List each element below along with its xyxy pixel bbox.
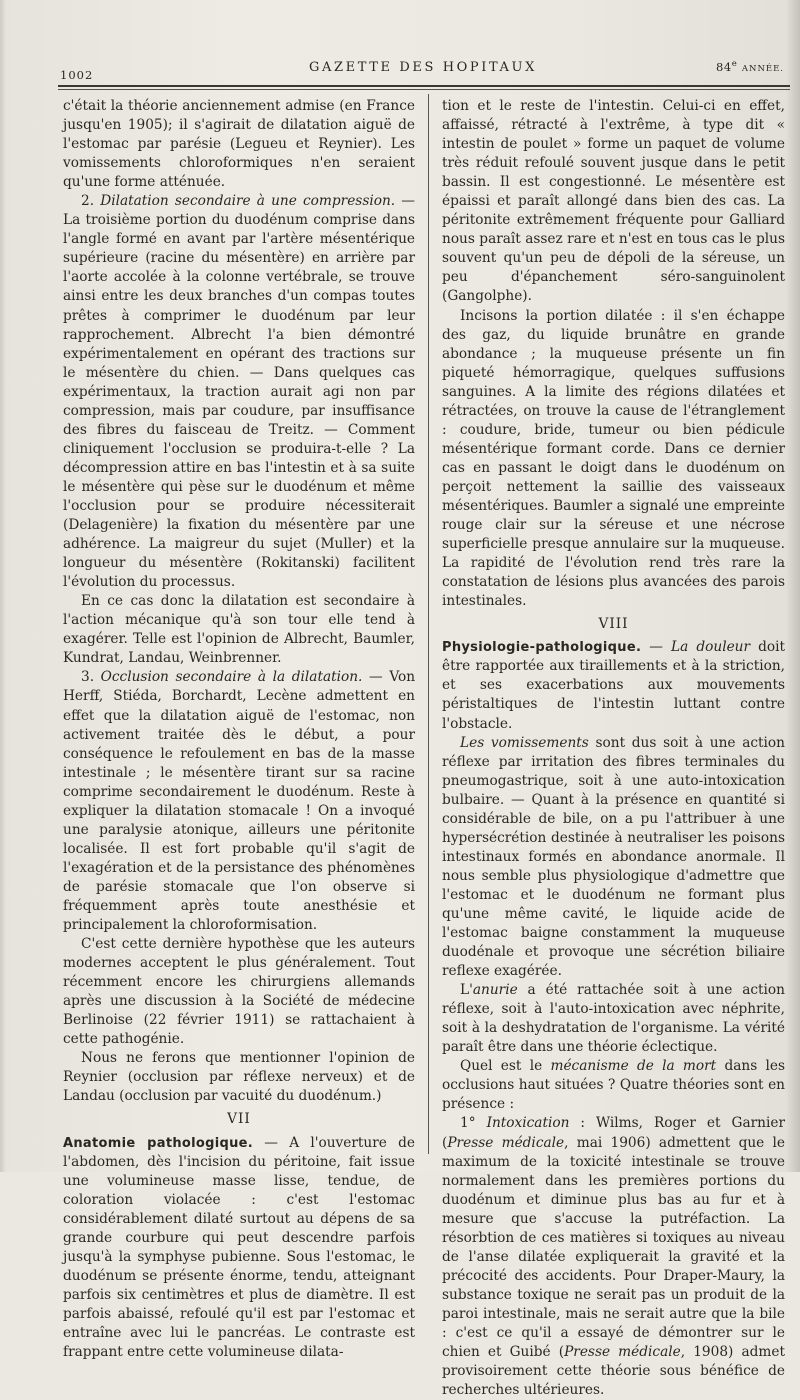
item-number: 1° <box>460 1115 476 1132</box>
paragraph <box>63 1134 415 1363</box>
paragraph-text: — A l'ouverture de l'abdomen, dès l'incision du péritoine, fait issue une volumineuse masse lisse, tendue, de coloration violacée : c'est l'estomac considérablement dilaté surtout au dépens de sa grande courbure qui peut descendre parfois jusqu'à la symphyse pubienne. Sous l'estomac, le duodénum se présente énorme, tendu, atteignant parfois six centimètres et plus de diamètre. Il est parfois abaissé, refoulé qu'il est par l'estomac et entraîne avec lui le pancréas. Le contraste est frappant entre cette volumineuse dilata- <box>63 1134 415 1361</box>
paragraph-text: L' <box>460 982 473 999</box>
italic-term: anurie <box>472 982 518 999</box>
paragraph-text: , mai 1906) admettent que le maximum de la toxicité intestinale se trouve normalement dans les premières portions du duodénum et diminue plus bas au fur et à mesure que s'accuse la putréfaction. La résorbtion de ces matières si toxiques au niveau de l'anse dilatée expliquerait la gravité et la précocité des accidents. Pour Draper-Maury, la substance toxique ne serait pas un produit de la paroi intestinale, mais ne serait autre que la bile : c'est ce qu'il a essayé de démontrer sur le chien et Guibé ( <box>442 1134 785 1361</box>
section-heading: VII <box>227 1111 251 1128</box>
year-superscript: e <box>731 59 738 69</box>
right-column <box>442 97 785 1400</box>
paragraph-text: : Wilms, Roger et Garnier ( <box>442 1115 785 1151</box>
paragraph <box>442 1057 785 1114</box>
paragraph-text: Quel est le <box>460 1058 551 1075</box>
paragraph: Physiologie-pathologique. — La douleur doit être rapportée aux tiraillements et à la striction, et ses exacerbations aux mouvements péristaltiques de l'intestin luttant contre l'obstacle. <box>442 639 786 732</box>
page-edge-shadow <box>786 0 800 1172</box>
year-number: 84 <box>716 59 732 74</box>
item-number: 3. <box>81 669 95 686</box>
italic-term: Les vomissements <box>460 734 589 751</box>
section-title: Anatomie pathologique. <box>63 1135 254 1151</box>
section-title: Physiologie-pathologique. <box>442 640 642 656</box>
page-header <box>58 48 788 82</box>
paragraph <box>63 192 415 592</box>
paragraph <box>442 1114 785 1400</box>
citation: Presse médicale <box>564 1344 681 1361</box>
section-heading: VIII <box>598 616 629 633</box>
paragraph: c'était la théorie anciennement admise (en France jusqu'en 1905); il s'agirait de dilatation aiguë de l'estomac par parésie (Legueu et Reynier). Les vomissements chloroformiques n'en seraient qu'une forme atténuée. <box>63 98 415 191</box>
item-number: 2. <box>81 193 95 210</box>
citation: Presse médicale <box>447 1134 565 1151</box>
page-fold-shadow <box>0 0 6 1172</box>
paragraph: tion et le reste de l'intestin. Celui-ci en effet, affaissé, rétracté à l'extrême, à type dit « intestin de poulet » forme un paquet de volume très réduit refoulé souvent jusque dans le petit bassin. Il est congestionné. Le mésentère est épaissi et paraît allongé dans bien des cas. La péritonite extrêmement fréquente pour Galliard nous paraît assez rare et n'est en tous cas le plus souvent qu'un peu de dépoli de la séreuse, un peu d'épanchement séro-sanguinolent (Gangolphe). <box>442 98 785 305</box>
italic-term: Intoxication <box>486 1115 570 1132</box>
paragraph: En ce cas donc la dilatation est secondaire à l'action mécanique qu'à son tour elle tend à exagérer. Telle est l'opinion de Albrecht, Baumler, Kundrat, Landau, Weinbrenner. <box>63 593 415 667</box>
italic-term: La douleur <box>671 639 751 656</box>
paragraph <box>442 734 785 982</box>
italic-term: mécanisme de la mort <box>550 1058 717 1075</box>
paragraph: C'est cette dernière hypothèse que les auteurs modernes acceptent le plus généralement. Tout récemment encore les chirurgiens allemands après une discussion à la Société de médecine Berlinoise (22 février 1911) se rattachaient à cette pathogénie. <box>63 936 415 1048</box>
paragraph-text: — Von Herff, Stiéda, Borchardt, Lecène admettent en effet que la dilatation aiguë de l'estomac, non activement traitée dès le début, a pour conséquence le refoulement en bas de la masse intestinale ; le mésentère tirant sur sa racine comprime secondairement le duodénum. Reste à expliquer la dilatation stomacale ! On a invoqué une paralysie atonique, ailleurs une péritonite localisée. Il est fort probable qu'il s'agit de l'exagération et de la persistance des phénomènes de parésie stomacale que l'on observe si fréquemment après toute anesthésie et principalement la chloroformisation. <box>63 669 416 934</box>
paragraph-text: — La troisième portion du duodénum comprise dans l'angle formé en avant par l'artère mésentérique supérieure (racine du mésentère) en arrière par l'aorte accolée à la colonne vertébrale, se trouve ainsi entre les deux branches d'un compas toutes prêtes à comprimer le duodénum par leur rapprochement. Albrecht l'a bien démontré expérimentalement en opérant des tractions sur le mésentère du chien. — Dans quelques cas expérimentaux, la traction aurait agi non par compression, mais par coudure, par insuffisance des fibres du faisceau de Treitz. — Comment cliniquement l'occlusion se produira-t-elle ? La décompression attire en bas l'intestin et à sa suite le mésentère qui pèse sur le duodénum et même l'occlusion pour se produire nécessiterait (Delagenière) la fixation du mésentère par une adhérence. La maigreur du sujet (Muller) et la longueur du mésentère (Rokitanski) facilitent l'évolution du processus. <box>63 193 415 591</box>
paragraph-text: a été rattachée soit à une action réflexe, soit à l'auto-intoxication avec néphrite, soit à la deshydratation de l'organisme. La vérité paraît être dans une théorie éclectique. <box>442 982 785 1056</box>
paragraph <box>442 981 785 1057</box>
paragraph <box>63 668 415 935</box>
page-number: 1002 <box>60 68 94 82</box>
year-label <box>716 59 784 74</box>
subsection-title: Occlusion secondaire à la dilatation. <box>100 669 363 686</box>
left-column <box>63 97 415 1362</box>
paragraph-text: sont dus soit à une action réflexe par irritation des fibres terminales du pneumogastrique, soit à une auto-intoxication bulbaire. — Quant à la présence en quantité si considérable de bile, on a pu l'attribuer à une hypersécrétion destinée à neutraliser les poisons intestinaux formés en abondance anormale. Il nous semble plus physiologique d'admettre que l'estomac et le duodénum ne formant plus qu'une même cavité, le liquide acide de l'estomac baigne constamment la muqueuse duodénale et provoque une sécrétion biliaire reflexe exagérée. <box>442 734 785 980</box>
paragraph-text: , 1908) admet provisoirement cette théorie sous bénéfice de recherches ultérieures. <box>442 1344 785 1399</box>
journal-title: GAZETTE DES HOPITAUX <box>309 60 537 75</box>
paragraph: Incisons la portion dilatée : il s'en échappe des gaz, du liquide brunâtre en grande abondance ; la muqueuse présente un fin piqueté hémorragique, quelques suffusions sanguines. A la limite des régions dilatées et rétractées, on trouve la cause de l'étranglement : coudure, bride, tumeur ou bien pédicule mésentérique formant corde. Dans ce dernier cas en passant le doigt dans le duodénum on perçoit nettement la saillie des vaisseaux mésentériques. Baumler a signalé une empreinte rouge clair sur la séreuse et une nécrose superficielle presque annulaire sur la muqueuse. La rapidité de l'évolution rend très rare la constatation de lésions plus avancées des parois intestinales. <box>442 307 785 610</box>
header-rule-thin <box>58 89 790 90</box>
subsection-title: Dilatation secondaire à une compression. <box>100 193 396 210</box>
paragraph: Nous ne ferons que mentionner l'opinion de Reynier (occlusion par réflexe nerveux) et de Landau (occlusion par vacuité du duodénum.) <box>63 1050 415 1105</box>
year-word: ANNÉE. <box>741 63 784 74</box>
header-rule <box>58 85 790 87</box>
column-divider <box>428 94 429 1154</box>
paragraph-text: doit être rapportée aux tiraillements et à la striction, et ses exacerbations aux mouvements péristaltiques de l'intestin luttant contre l'obstacle. <box>442 639 786 732</box>
paragraph-text: dans les occlusions haut situées ? Quatre théories sont en présence : <box>442 1058 786 1113</box>
